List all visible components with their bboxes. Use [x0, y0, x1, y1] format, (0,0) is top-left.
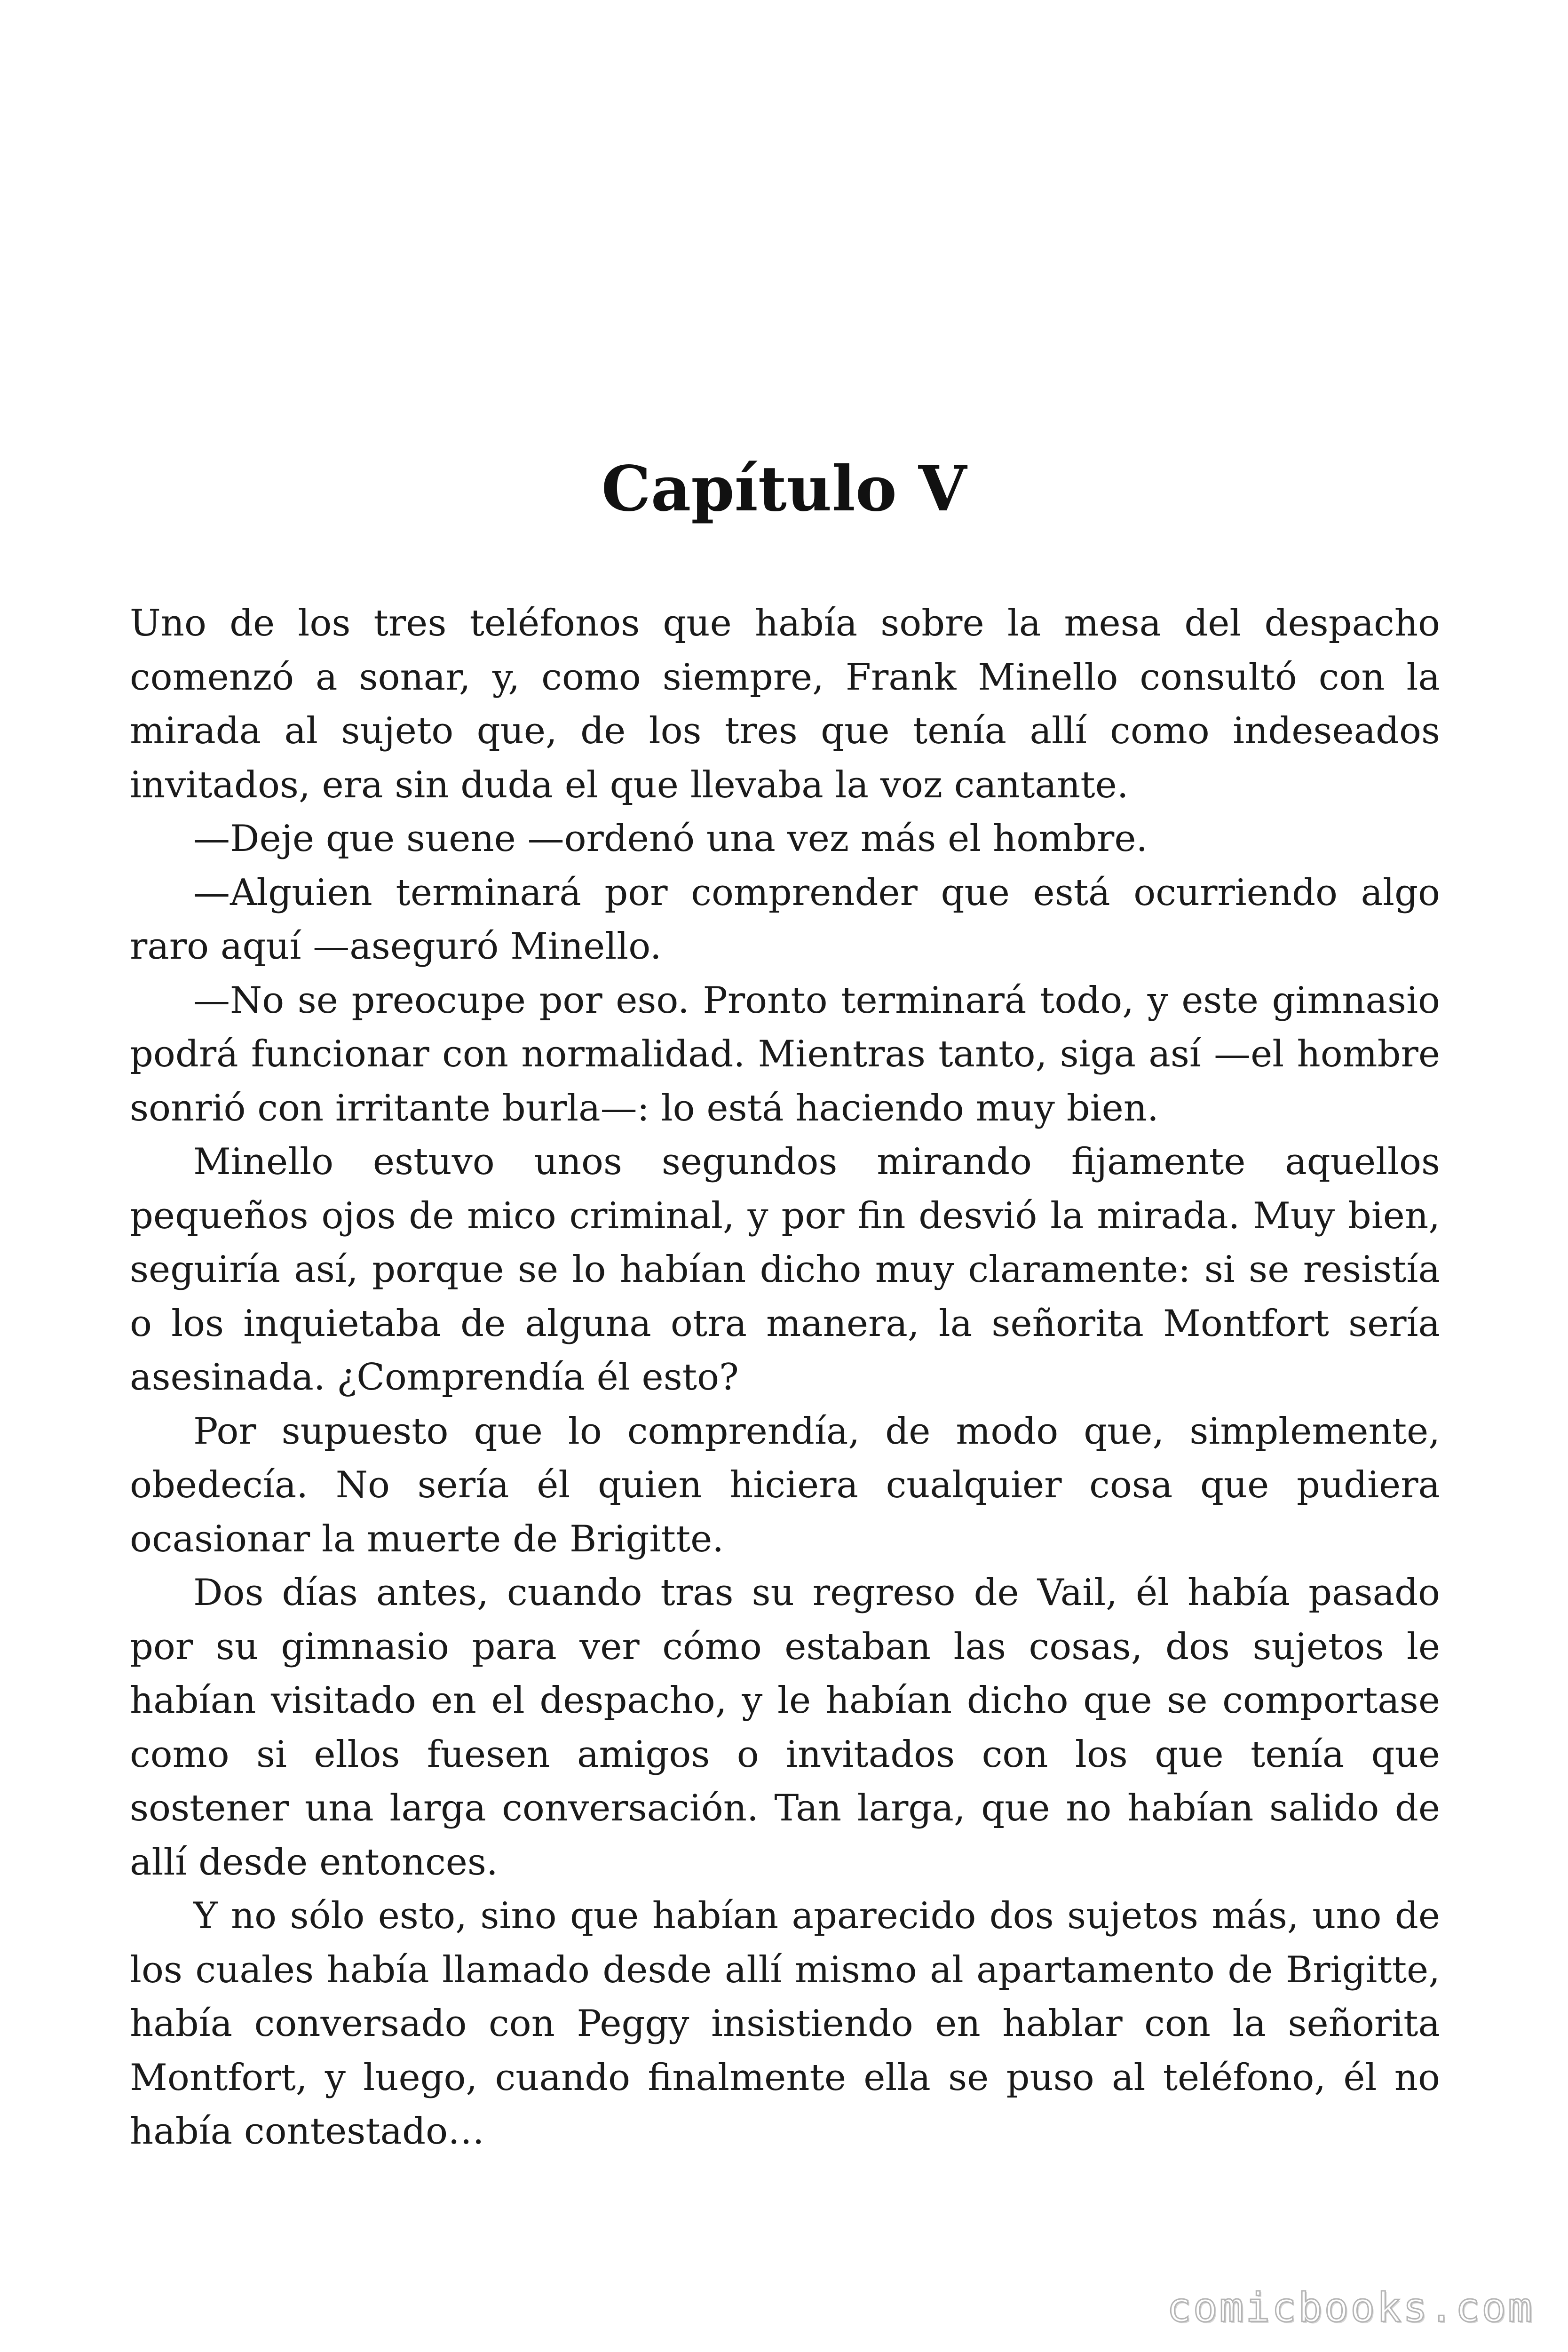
- chapter-title: Capítulo V: [601, 453, 967, 525]
- paragraph: —Deje que suene —ordenó una vez más el hombre.: [193, 818, 1148, 860]
- paragraph: Dos días antes, cuando tras su regreso de Vail, él había pasado por su gimnasio para ver cómo estaban las cosas, dos sujetos le habían visitado en el despacho, y le habían dicho que se comportase como si ellos fuesen amigos o invitados con los que tenía que sostener una larga conversación. Tan larga, que no habían salido de allí desde entonces.: [130, 1572, 1440, 1883]
- paragraph: —No se preocupe por eso. Pronto terminará todo, y este gimnasio podrá funcionar con normalidad. Mientras tanto, siga así —el hombre sonrió con irritante burla—: lo está haciendo muy bien.: [130, 979, 1440, 1129]
- paragraph: —Alguien terminará por comprender que está ocurriendo algo raro aquí —aseguró Minello.: [130, 871, 1440, 968]
- chapter-body: [130, 596, 1440, 2159]
- watermark: comicbooks.com: [1167, 2284, 1534, 2331]
- paragraph: Uno de los tres teléfonos que había sobre la mesa del despacho comenzó a sonar, y, como siempre, Frank Minello consultó con la mirada al sujeto que, de los tres que tenía allí como indeseados invitados, era sin duda el que llevaba la voz cantante.: [130, 602, 1440, 806]
- paragraph: Y no sólo esto, sino que habían aparecido dos sujetos más, uno de los cuales había llamado desde allí mismo al apartamento de Brigitte, había conversado con Peggy insistiendo en hablar con la señorita Montfort, y luego, cuando finalmente ella se puso al teléfono, él no había contestado…: [130, 1895, 1440, 2153]
- paragraph: Minello estuvo unos segundos mirando fijamente aquellos pequeños ojos de mico criminal, y por fin desvió la mirada. Muy bien, seguiría así, porque se lo habían dicho muy claramente: si se resistía o los inquietaba de alguna otra manera, la señorita Montfort sería asesinada. ¿Comprendía él esto?: [130, 1141, 1440, 1398]
- paragraph: Por supuesto que lo comprendía, de modo que, simplemente, obedecía. No sería él quien hiciera cualquier cosa que pudiera ocasionar la muerte de Brigitte.: [130, 1410, 1440, 1560]
